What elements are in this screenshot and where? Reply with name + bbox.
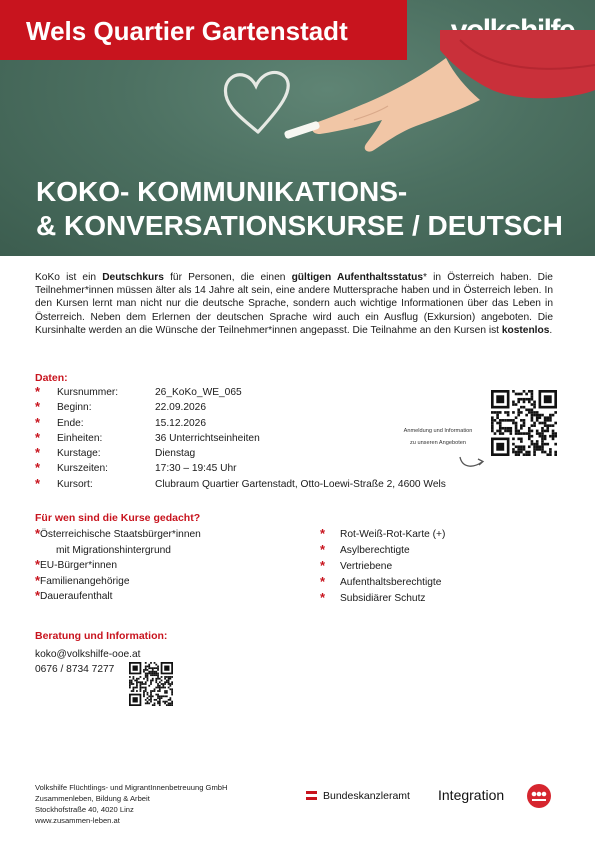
contact-email-link[interactable]: koko@volkshilfe-ooe.at xyxy=(35,649,141,660)
austria-flag-icon xyxy=(306,791,317,800)
bullet-icon: * xyxy=(35,399,41,415)
contact-phone[interactable]: 0676 / 8734 7277 xyxy=(35,663,115,675)
bullet-icon: * xyxy=(35,445,41,461)
bullet-icon: * xyxy=(35,588,41,603)
curved-arrow-icon xyxy=(458,449,488,471)
details-heading: Daten: xyxy=(35,372,68,384)
bullet-icon: * xyxy=(35,526,41,541)
bullet-icon: * xyxy=(35,429,41,445)
integration-logo: Integration xyxy=(438,787,505,803)
headline-line-1: KOKO- KOMMUNIKATIONS- xyxy=(36,176,408,207)
intro-text-1: KoKo ist ein xyxy=(35,272,103,283)
qr-registration-note: Anmeldung und Information zu unseren Angeboten xyxy=(403,428,473,446)
bullet-icon: * xyxy=(320,558,326,573)
bullet-icon: * xyxy=(320,542,326,557)
bullet-icon: * xyxy=(35,475,41,491)
ooe-land-logo-icon xyxy=(526,783,552,809)
bullet-icon: * xyxy=(35,557,41,572)
intro-paragraph xyxy=(35,271,553,337)
contact-block xyxy=(35,648,140,677)
contact-qr-code[interactable] xyxy=(129,662,173,706)
hand-with-chalk-illustration xyxy=(270,30,595,160)
contact-heading: Beratung und Information: xyxy=(35,630,168,642)
bullet-icon: * xyxy=(35,414,41,430)
bullet-icon: * xyxy=(35,384,41,399)
course-headline xyxy=(36,175,563,243)
bullet-icon: * xyxy=(320,526,326,541)
footer-website-link[interactable]: www.zusammen-leben.at xyxy=(35,816,120,825)
hero-banner xyxy=(0,0,595,256)
intro-bold-kostenlos: kostenlos xyxy=(501,324,550,336)
intro-bold-aufenthaltsstatus: gültigen Aufenthaltsstatus xyxy=(291,272,423,283)
bullet-icon: * xyxy=(35,572,41,588)
intro-bold-deutschkurs: Deutschkurs xyxy=(102,272,164,283)
registration-qr-code[interactable] xyxy=(491,390,557,456)
intro-text-3: * in Österreich haben. Die Teilnehmer*innen müssen älter als 14 Jahre alt sein, eine andere Muttersprache haben und in Österreich leben. In den Kursen lernt man nicht nur die deutsche Sprache, sondern auch wichtige Informationen über das Leben in Österreich. Neben dem Erlernen der deutschen Sprache wird auch ein Ausflug (Exkursion) angeboten. Die Kursinhalte werden an die Wünsche der Teilnehmer*innen angepasst. Die Teilnahme an den Kursen ist xyxy=(35,272,553,336)
target-group-heading: Für wen sind die Kurse gedacht? xyxy=(35,512,201,524)
page-title: Wels Quartier Gartenstadt xyxy=(26,16,348,46)
intro-text-2: für Personen, die einen xyxy=(163,272,292,283)
bullet-icon: * xyxy=(320,590,326,605)
headline-line-2: & KONVERSATIONSKURSE / DEUTSCH xyxy=(36,210,563,241)
intro-text-4: . xyxy=(549,324,553,336)
footer-address: Volkshilfe Flüchtlings- und MigrantInnenbetreuung GmbH Zusammenleben, Bildung & Arbeit Stockhofstraße 40, 4020 Linz www.zusammen-leben.at xyxy=(35,783,228,825)
bullet-icon: * xyxy=(35,460,41,476)
bullet-icon: * xyxy=(320,574,326,589)
